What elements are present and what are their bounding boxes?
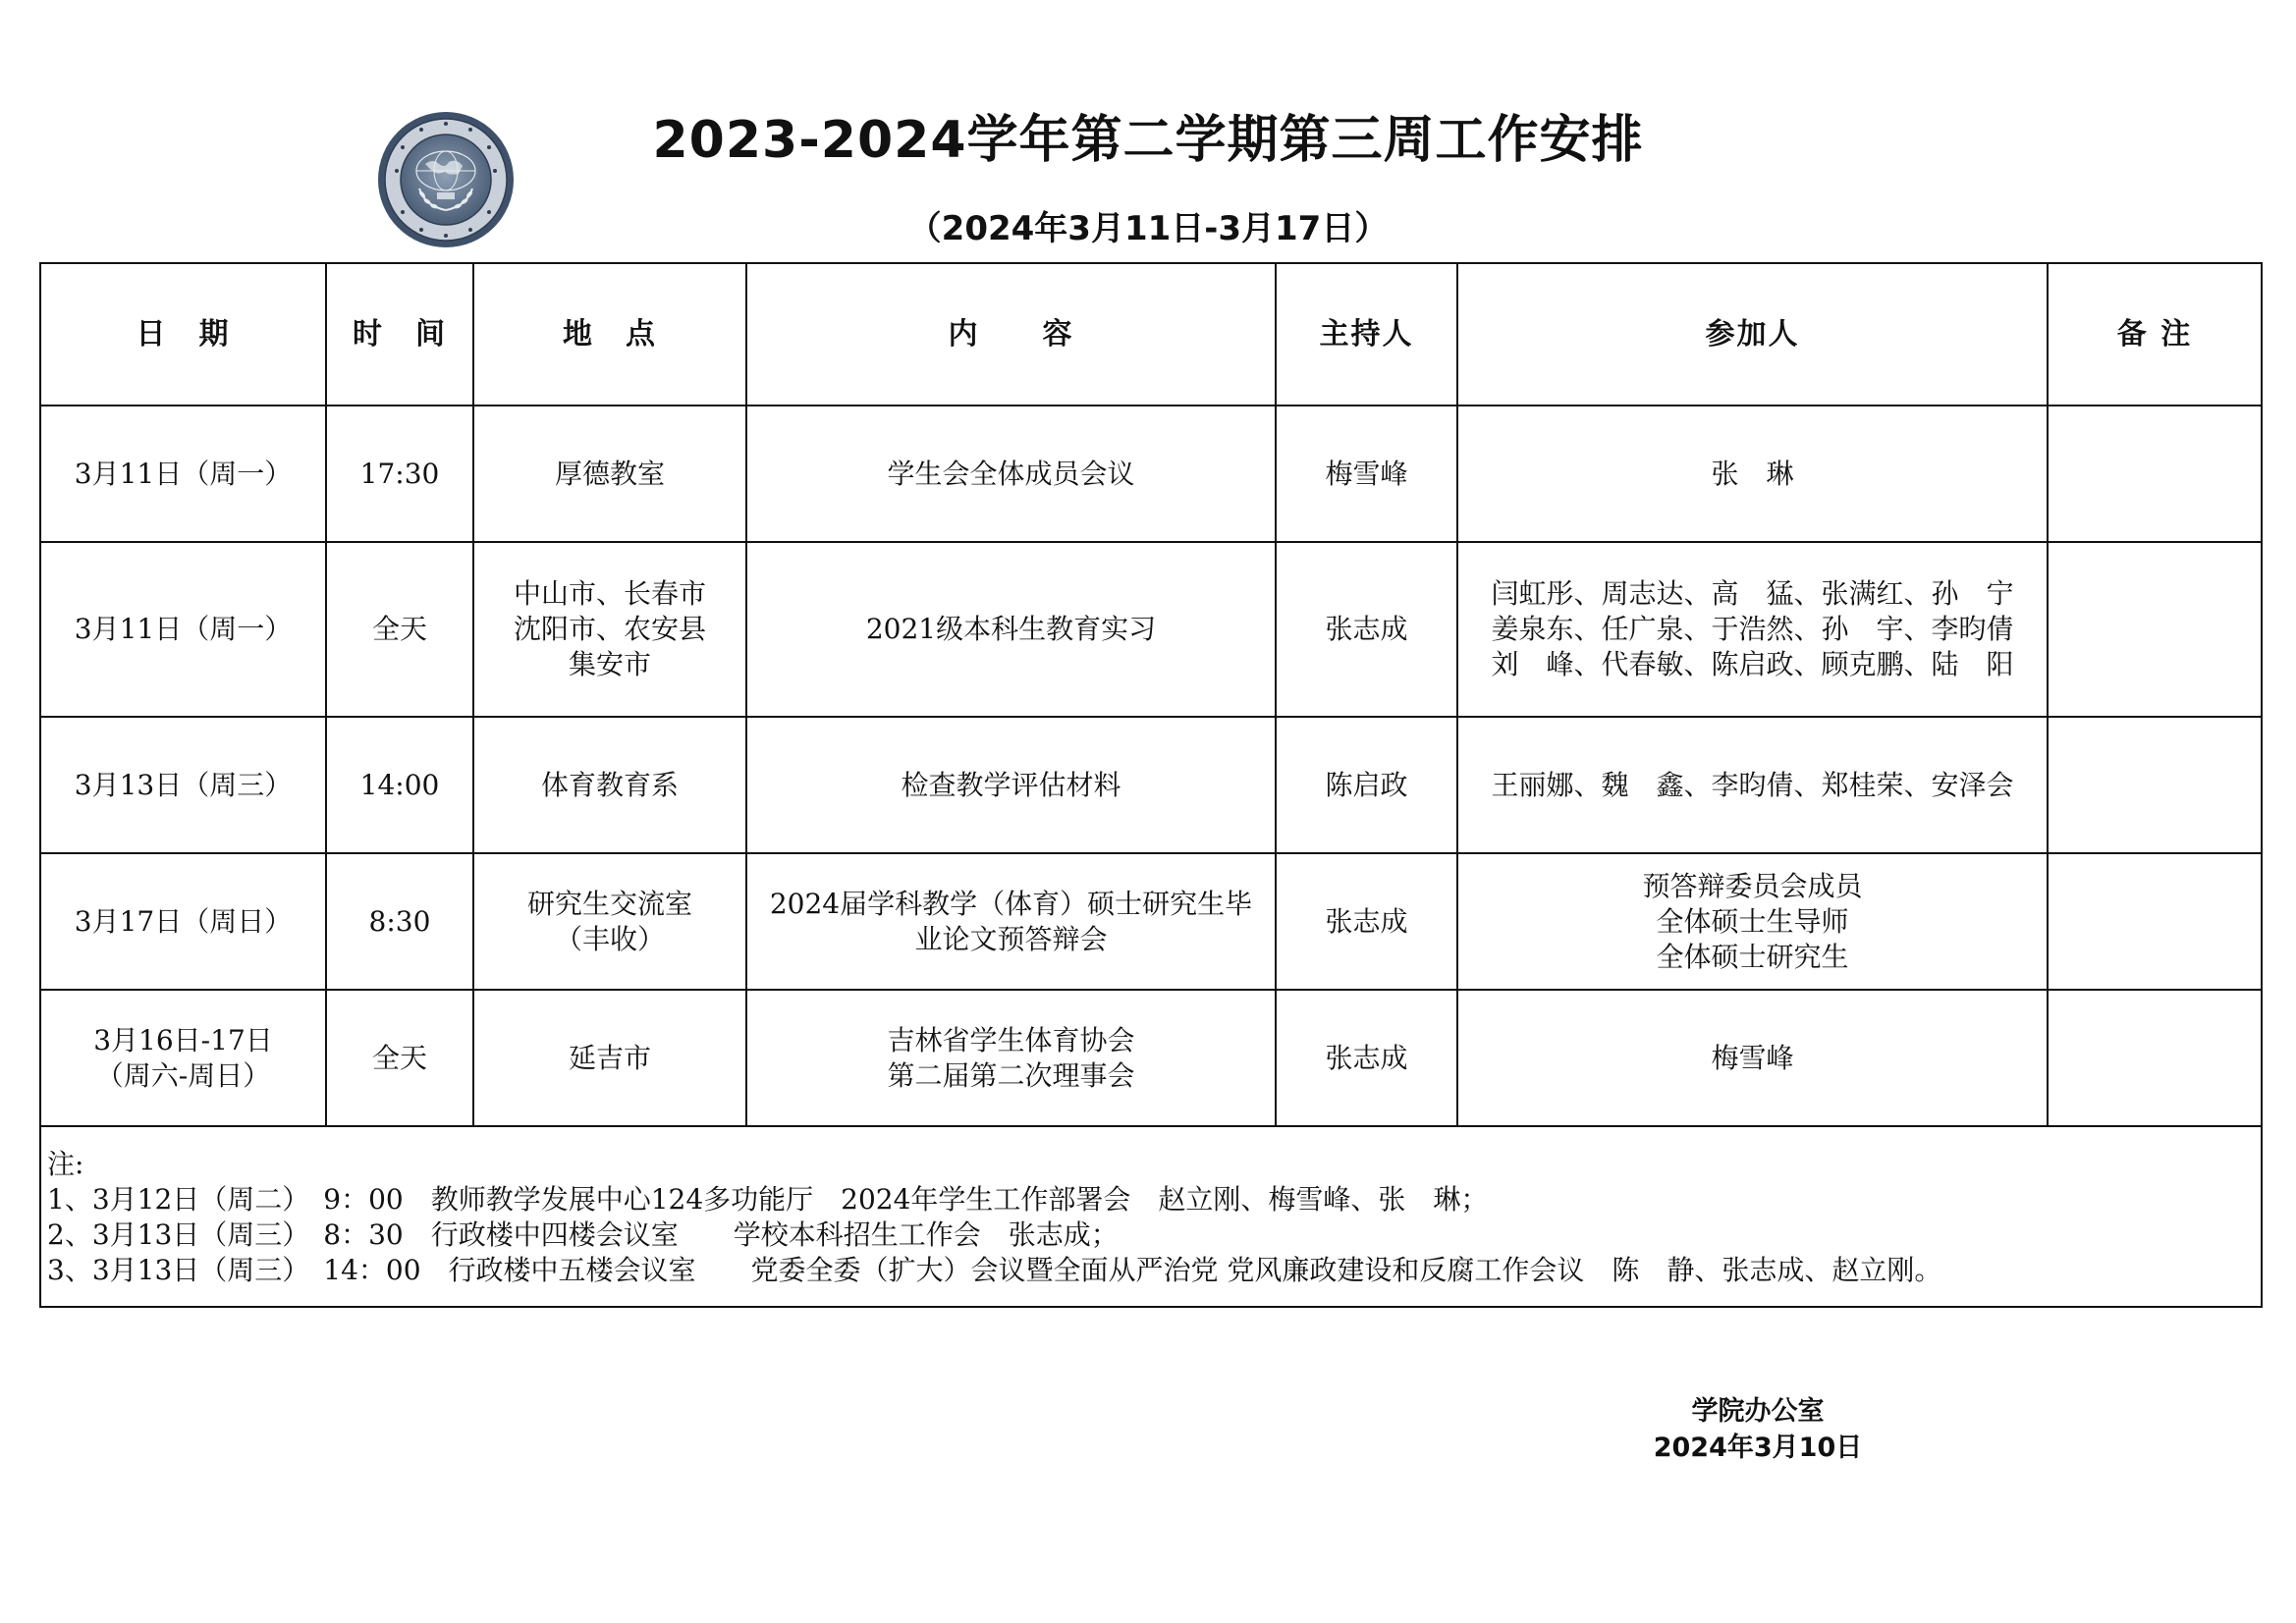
row-date: 3月16日-17日 （周六-周日） bbox=[40, 990, 326, 1126]
table-row bbox=[40, 853, 2262, 990]
row-participants: 梅雪峰 bbox=[1457, 990, 2048, 1126]
row-date: 3月11日（周一） bbox=[40, 406, 326, 542]
row-participants: 闫虹彤、周志达、高 猛、张满红、孙 宁 姜泉东、任广泉、于浩然、孙 宇、李昀倩 刘 峰、代春敏、陈启政、顾克鹏、陆 阳 bbox=[1457, 542, 2048, 717]
note-item: 2、3月13日（周三） 8：30 行政楼中四楼会议室 学校本科招生工作会 张志成； bbox=[47, 1218, 1119, 1251]
row-remarks bbox=[2048, 406, 2262, 542]
header-place: 地 点 bbox=[473, 263, 746, 406]
row-remarks bbox=[2048, 542, 2262, 717]
row-date: 3月11日（周一） bbox=[40, 542, 326, 717]
schedule-table bbox=[39, 262, 2263, 1308]
footer-office: 学院办公室 bbox=[1691, 1396, 1825, 1427]
row-time: 全天 bbox=[326, 990, 473, 1126]
header-date: 日 期 bbox=[40, 263, 326, 406]
row-host: 张志成 bbox=[1276, 990, 1457, 1126]
table-row bbox=[40, 717, 2262, 853]
header-content: 内 容 bbox=[746, 263, 1276, 406]
row-content: 学生会全体成员会议 bbox=[746, 406, 1276, 542]
row-remarks bbox=[2048, 853, 2262, 990]
row-content: 2021级本科生教育实习 bbox=[746, 542, 1276, 717]
header-remarks: 备 注 bbox=[2048, 263, 2262, 406]
row-participants: 王丽娜、魏 鑫、李昀倩、郑桂荣、安泽会 bbox=[1457, 717, 2048, 853]
row-host: 梅雪峰 bbox=[1276, 406, 1457, 542]
notes-label: 注: bbox=[47, 1148, 84, 1180]
row-date: 3月13日（周三） bbox=[40, 717, 326, 853]
row-time: 17:30 bbox=[326, 406, 473, 542]
header-participants: 参加人 bbox=[1457, 263, 2048, 406]
notes-cell bbox=[40, 1126, 2262, 1307]
table-row bbox=[40, 990, 2262, 1126]
date-range-subtitle: （2024年3月11日-3月17日） bbox=[907, 209, 1389, 248]
row-place: 中山市、长春市 沈阳市、农安县 集安市 bbox=[473, 542, 746, 717]
row-time: 全天 bbox=[326, 542, 473, 717]
header-time: 时 间 bbox=[326, 263, 473, 406]
row-place: 延吉市 bbox=[473, 990, 746, 1126]
row-time: 8:30 bbox=[326, 853, 473, 990]
row-content: 吉林省学生体育协会 第二届第二次理事会 bbox=[746, 990, 1276, 1126]
footer-date: 2024年3月10日 bbox=[1653, 1433, 1863, 1463]
row-place: 体育教育系 bbox=[473, 717, 746, 853]
page-title: 2023-2024学年第二学期第三周工作安排 bbox=[652, 111, 1644, 170]
row-participants: 预答辩委员会成员 全体硕士生导师 全体硕士研究生 bbox=[1457, 853, 2048, 990]
row-time: 14:00 bbox=[326, 717, 473, 853]
row-host: 陈启政 bbox=[1276, 717, 1457, 853]
row-remarks bbox=[2048, 717, 2262, 853]
row-host: 张志成 bbox=[1276, 853, 1457, 990]
table-row bbox=[40, 406, 2262, 542]
note-item: 3、3月13日（周三） 14：00 行政楼中五楼会议室 党委全委（扩大）会议暨全面从严治党 党风廉政建设和反腐工作会议 陈 静、张志成、赵立刚。 bbox=[47, 1254, 1942, 1286]
row-remarks bbox=[2048, 990, 2262, 1126]
row-participants: 张 琳 bbox=[1457, 406, 2048, 542]
header-host: 主持人 bbox=[1276, 263, 1457, 406]
notes-row bbox=[40, 1126, 2262, 1307]
row-host: 张志成 bbox=[1276, 542, 1457, 717]
table-row bbox=[40, 542, 2262, 717]
row-place: 厚德教室 bbox=[473, 406, 746, 542]
note-item: 1、3月12日（周二） 9：00 教师教学发展中心124多功能厅 2024年学生工作部署会 赵立刚、梅雪峰、张 琳； bbox=[47, 1183, 1489, 1216]
row-content: 2024届学科教学（体育）硕士研究生毕 业论文预答辩会 bbox=[746, 853, 1276, 990]
table-header-row bbox=[40, 263, 2262, 406]
row-date: 3月17日（周日） bbox=[40, 853, 326, 990]
row-content: 检查教学评估材料 bbox=[746, 717, 1276, 853]
row-place: 研究生交流室 （丰收） bbox=[473, 853, 746, 990]
